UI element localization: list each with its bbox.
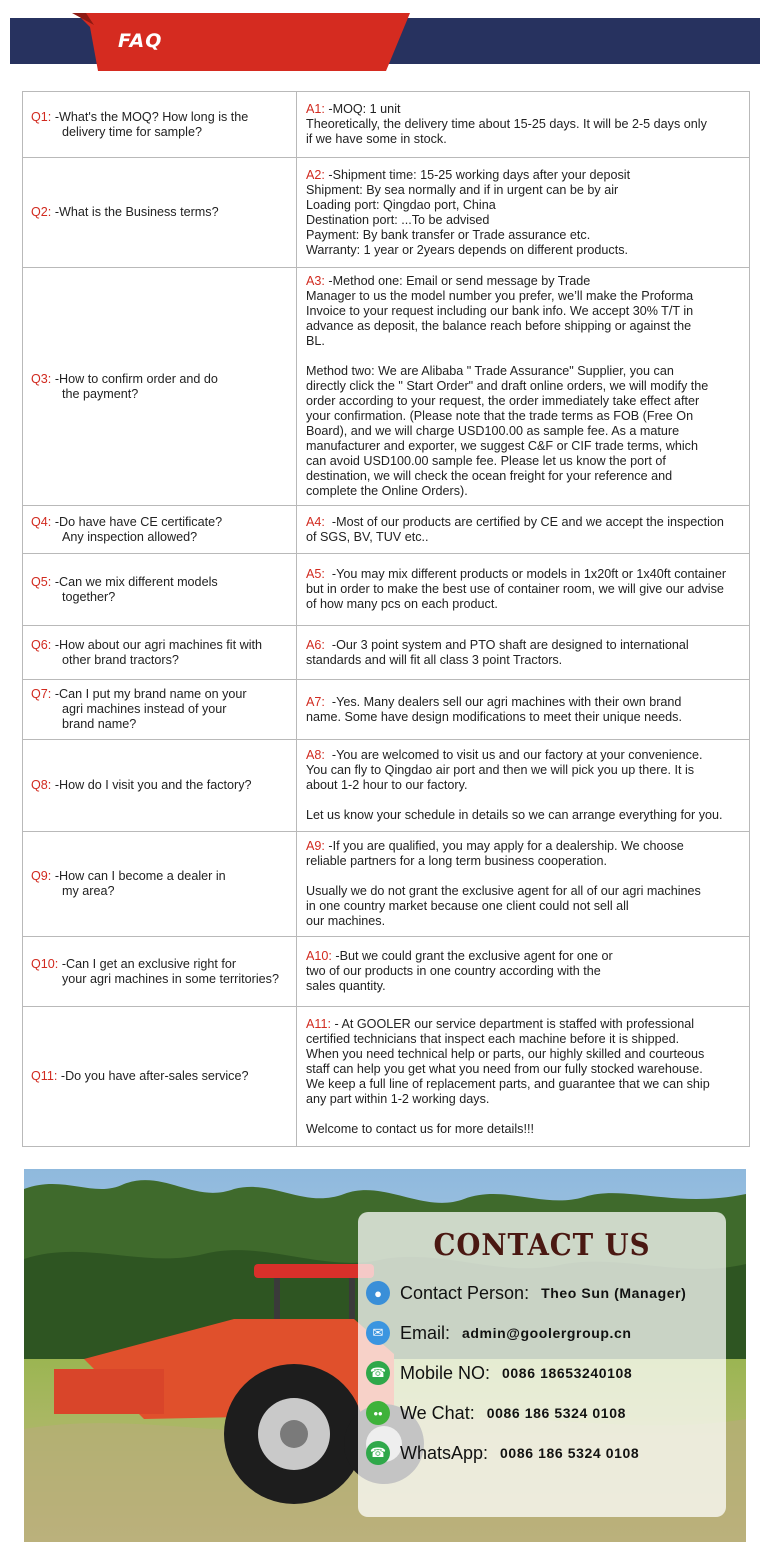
question-tag: Q9: bbox=[31, 869, 52, 883]
answer-line: Invoice to your request including our bank info. We accept 30% T/T in bbox=[306, 304, 694, 318]
question-line: brand name? bbox=[62, 717, 137, 731]
question-tag: Q4: bbox=[31, 514, 52, 529]
answer-line: of SGS, BV, TUV etc.. bbox=[306, 529, 429, 544]
answer-line bbox=[306, 274, 748, 289]
answer-text: -You are welcomed to visit us and our factory at your convenience. bbox=[324, 748, 703, 762]
contact-row bbox=[366, 1400, 626, 1426]
question-line: agri machines instead of your bbox=[62, 702, 227, 716]
answer-line: of how many pcs on each product. bbox=[306, 597, 498, 611]
answer-tag: A3: bbox=[306, 274, 325, 288]
faq-row bbox=[23, 92, 750, 158]
contact-row bbox=[366, 1280, 686, 1306]
answer-line: directly click the " Start Order" and draft online orders, we will modify the bbox=[306, 379, 709, 393]
question-text: -Can I put my brand name on your bbox=[54, 687, 247, 701]
answer-text: -MOQ: 1 unit bbox=[324, 102, 401, 116]
whatsapp-icon: ☎ bbox=[366, 1441, 390, 1465]
question-tag: Q11: bbox=[31, 1069, 58, 1083]
contact-value[interactable]: 0086 186 5324 0108 bbox=[500, 1445, 640, 1461]
qq-icon: ● bbox=[366, 1281, 390, 1305]
question-line: together? bbox=[62, 589, 116, 604]
answer-line: any part within 1-2 working days. bbox=[306, 1091, 490, 1106]
answer-line: two of our products in one country according with the bbox=[306, 964, 601, 978]
answer-tag: A4: bbox=[306, 514, 325, 529]
contact-label: WhatsApp: bbox=[400, 1442, 489, 1463]
question-text: -What's the MOQ? How long is the bbox=[54, 109, 249, 124]
faq-question bbox=[23, 158, 297, 268]
answer-line bbox=[306, 349, 748, 364]
faq-answer bbox=[297, 626, 750, 680]
answer-line bbox=[306, 102, 748, 117]
question-line: other brand tractors? bbox=[62, 652, 179, 667]
answer-text: -Method one: Email or send message by Trade bbox=[324, 274, 591, 288]
question-tag: Q2: bbox=[31, 205, 52, 219]
answer-line: BL. bbox=[306, 334, 325, 348]
question-tag: Q7: bbox=[31, 687, 52, 701]
faq-answer bbox=[297, 680, 750, 740]
question-text: -What is the Business terms? bbox=[54, 205, 219, 219]
question-tag: Q3: bbox=[31, 371, 52, 386]
answer-text: -But we could grant the exclusive agent for one or bbox=[331, 949, 613, 963]
answer-text: -If you are qualified, you may apply for a dealership. We choose bbox=[324, 839, 684, 853]
faq-question bbox=[23, 268, 297, 506]
answer-text: -Our 3 point system and PTO shaft are designed to international bbox=[324, 637, 689, 652]
question-line bbox=[31, 869, 292, 884]
answer-line: Loading port: Qingdao port, China bbox=[306, 197, 496, 212]
question-line: my area? bbox=[62, 884, 115, 898]
contact-title: CONTACT US bbox=[433, 1228, 651, 1263]
question-tag: Q5: bbox=[31, 574, 52, 589]
question-line bbox=[31, 687, 292, 702]
contact-value[interactable]: 0086 186 5324 0108 bbox=[486, 1405, 626, 1421]
answer-line: about 1-2 hour to our factory. bbox=[306, 778, 468, 792]
answer-line: can avoid USD100.00 sample fee. Please let us know the port of bbox=[306, 454, 666, 468]
faq-answer bbox=[297, 506, 750, 554]
question-tag: Q8: bbox=[31, 778, 52, 792]
faq-question bbox=[23, 1007, 297, 1147]
faq-answer bbox=[297, 832, 750, 937]
answer-tag: A2: bbox=[306, 167, 325, 182]
answer-line bbox=[306, 793, 748, 808]
faq-answer bbox=[297, 937, 750, 1007]
question-line bbox=[31, 638, 292, 653]
question-text: -How can I become a dealer in bbox=[54, 869, 226, 883]
faq-row bbox=[23, 740, 750, 832]
faq-answer bbox=[297, 554, 750, 626]
answer-tag: A5: bbox=[306, 567, 325, 581]
answer-line bbox=[306, 1107, 748, 1122]
contact-label: Email: bbox=[400, 1322, 451, 1343]
question-text: -Do you have after-sales service? bbox=[60, 1069, 249, 1083]
question-line bbox=[31, 1069, 292, 1084]
contact-panel bbox=[358, 1212, 726, 1517]
answer-tag: A10: bbox=[306, 949, 332, 963]
faq-question bbox=[23, 554, 297, 626]
answer-text: -Most of our products are certified by CE and we accept the inspection bbox=[324, 514, 724, 529]
question-line bbox=[31, 778, 292, 793]
answer-tag: A8: bbox=[306, 748, 325, 762]
answer-line: Welcome to contact us for more details!!! bbox=[306, 1121, 534, 1136]
question-line bbox=[31, 205, 292, 220]
contact-row bbox=[366, 1360, 632, 1386]
answer-line: but in order to make the best use of container room, we will give our advise bbox=[306, 582, 724, 596]
faq-question bbox=[23, 937, 297, 1007]
faq-row bbox=[23, 626, 750, 680]
faq-answer bbox=[297, 92, 750, 158]
question-line bbox=[31, 110, 292, 125]
answer-line: destination, we will check the ocean freight for your reference and bbox=[306, 469, 673, 483]
question-line: delivery time for sample? bbox=[62, 124, 202, 139]
question-line bbox=[31, 515, 292, 530]
answer-line: sales quantity. bbox=[306, 979, 386, 993]
question-line bbox=[31, 372, 292, 387]
answer-tag: A9: bbox=[306, 839, 325, 853]
answer-line: We keep a full line of replacement parts, and guarantee that we can ship bbox=[306, 1076, 710, 1091]
question-text: -How do I visit you and the factory? bbox=[54, 778, 252, 792]
contact-label: We Chat: bbox=[400, 1402, 475, 1423]
question-text: -Can we mix different models bbox=[54, 574, 218, 589]
faq-question bbox=[23, 832, 297, 937]
answer-line: When you need technical help or parts, our highly skilled and courteous bbox=[306, 1046, 705, 1061]
question-text: -How about our agri machines fit with bbox=[54, 637, 263, 652]
answer-line bbox=[306, 168, 748, 183]
answer-line bbox=[306, 638, 748, 653]
answer-line: Destination port: ...To be advised bbox=[306, 212, 490, 227]
question-tag: Q10: bbox=[31, 956, 59, 971]
answer-tag: A11: bbox=[306, 1016, 331, 1031]
faq-row bbox=[23, 680, 750, 740]
answer-line: name. Some have design modifications to meet their unique needs. bbox=[306, 709, 682, 724]
faq-answer bbox=[297, 1007, 750, 1147]
answer-line: staff can help you get what you need from our fully stocked warehouse. bbox=[306, 1061, 703, 1076]
answer-line: You can fly to Qingdao air port and then we will pick you up there. It is bbox=[306, 763, 695, 777]
faq-row bbox=[23, 554, 750, 626]
faq-answer bbox=[297, 158, 750, 268]
answer-line: order according to your request, the order immediately take effect after bbox=[306, 394, 700, 408]
answer-line: Shipment: By sea normally and if in urgent can be by air bbox=[306, 182, 619, 197]
contact-value[interactable]: admin@goolergroup.cn bbox=[462, 1325, 632, 1341]
answer-line: if we have some in stock. bbox=[306, 132, 447, 146]
faq-question bbox=[23, 92, 297, 158]
answer-line: reliable partners for a long term business cooperation. bbox=[306, 854, 608, 868]
whatsapp-icon: ☎ bbox=[366, 1361, 390, 1385]
answer-line: Usually we do not grant the exclusive agent for all of our agri machines bbox=[306, 884, 701, 898]
answer-line: Warranty: 1 year or 2years depends on different products. bbox=[306, 242, 629, 257]
answer-text: - At GOOLER our service department is staffed with professional bbox=[330, 1016, 695, 1031]
answer-text: -Yes. Many dealers sell our agri machines with their own brand bbox=[324, 694, 682, 709]
question-text: -How to confirm order and do bbox=[54, 371, 218, 386]
contact-label: Mobile NO: bbox=[400, 1362, 491, 1383]
contact-label: Contact Person: bbox=[400, 1282, 530, 1303]
answer-text: -Shipment time: 15-25 working days after your deposit bbox=[324, 167, 631, 182]
answer-line: advance as deposit, the balance reach before shipping or against the bbox=[306, 319, 692, 333]
answer-line: in one country market because one client could not sell all bbox=[306, 899, 629, 913]
answer-line: Let us know your schedule in details so we can arrange everything for you. bbox=[306, 808, 723, 822]
answer-line: our machines. bbox=[306, 914, 386, 928]
answer-line: standards and will fit all class 3 point Tractors. bbox=[306, 652, 563, 667]
answer-line bbox=[306, 869, 748, 884]
answer-line: Board), and we will charge USD100.00 as sample fee. As a mature bbox=[306, 424, 680, 438]
question-line bbox=[31, 575, 292, 590]
faq-question bbox=[23, 506, 297, 554]
answer-line: Theoretically, the delivery time about 15-25 days. It will be 2-5 days only bbox=[306, 117, 707, 131]
answer-line bbox=[306, 695, 748, 710]
faq-table bbox=[22, 91, 750, 1147]
answer-line: manufacturer and exporter, we suggest C&F or CIF trade terms, which bbox=[306, 439, 698, 453]
answer-line bbox=[306, 949, 748, 964]
question-line: the payment? bbox=[62, 386, 139, 401]
question-tag: Q1: bbox=[31, 109, 52, 124]
question-text: -Can I get an exclusive right for bbox=[61, 956, 237, 971]
wechat-icon: •• bbox=[366, 1401, 390, 1425]
faq-row bbox=[23, 937, 750, 1007]
answer-tag: A1: bbox=[306, 102, 325, 116]
faq-row bbox=[23, 506, 750, 554]
answer-line bbox=[306, 1017, 748, 1032]
answer-line bbox=[306, 515, 748, 530]
answer-line bbox=[306, 748, 748, 763]
answer-line: Manager to us the model number you prefer, we’ll make the Proforma bbox=[306, 289, 694, 303]
faq-question bbox=[23, 680, 297, 740]
contact-value[interactable]: Theo Sun (Manager) bbox=[541, 1285, 687, 1301]
question-text: -Do have have CE certificate? bbox=[54, 514, 223, 529]
answer-line: certified technicians that inspect each machine before it is shipped. bbox=[306, 1031, 680, 1046]
contact-value[interactable]: 0086 18653240108 bbox=[502, 1365, 633, 1381]
question-line: your agri machines in some territories? bbox=[62, 971, 279, 986]
faq-row bbox=[23, 832, 750, 937]
answer-line bbox=[306, 567, 748, 582]
answer-line: your confirmation. (Please note that the trade terms as FOB (Free On bbox=[306, 409, 694, 423]
faq-row bbox=[23, 268, 750, 506]
faq-row bbox=[23, 1007, 750, 1147]
answer-text: -You may mix different products or models in 1x20ft or 1x40ft container bbox=[324, 567, 727, 581]
contact-row bbox=[366, 1440, 639, 1466]
contact-row bbox=[366, 1320, 632, 1346]
mail-icon: ✉ bbox=[366, 1321, 390, 1345]
question-line bbox=[31, 957, 292, 972]
faq-title: FAQ bbox=[118, 30, 163, 52]
answer-tag: A7: bbox=[306, 694, 325, 709]
faq-answer bbox=[297, 268, 750, 506]
answer-line: Method two: We are Alibaba " Trade Assurance" Supplier, you can bbox=[306, 364, 674, 378]
answer-line: complete the Online Orders). bbox=[306, 484, 468, 498]
answer-line: Payment: By bank transfer or Trade assurance etc. bbox=[306, 227, 591, 242]
faq-row bbox=[23, 158, 750, 268]
answer-tag: A6: bbox=[306, 637, 325, 652]
faq-answer bbox=[297, 740, 750, 832]
faq-question bbox=[23, 626, 297, 680]
question-line: Any inspection allowed? bbox=[62, 529, 198, 544]
faq-question bbox=[23, 740, 297, 832]
answer-line bbox=[306, 839, 748, 854]
question-tag: Q6: bbox=[31, 637, 52, 652]
